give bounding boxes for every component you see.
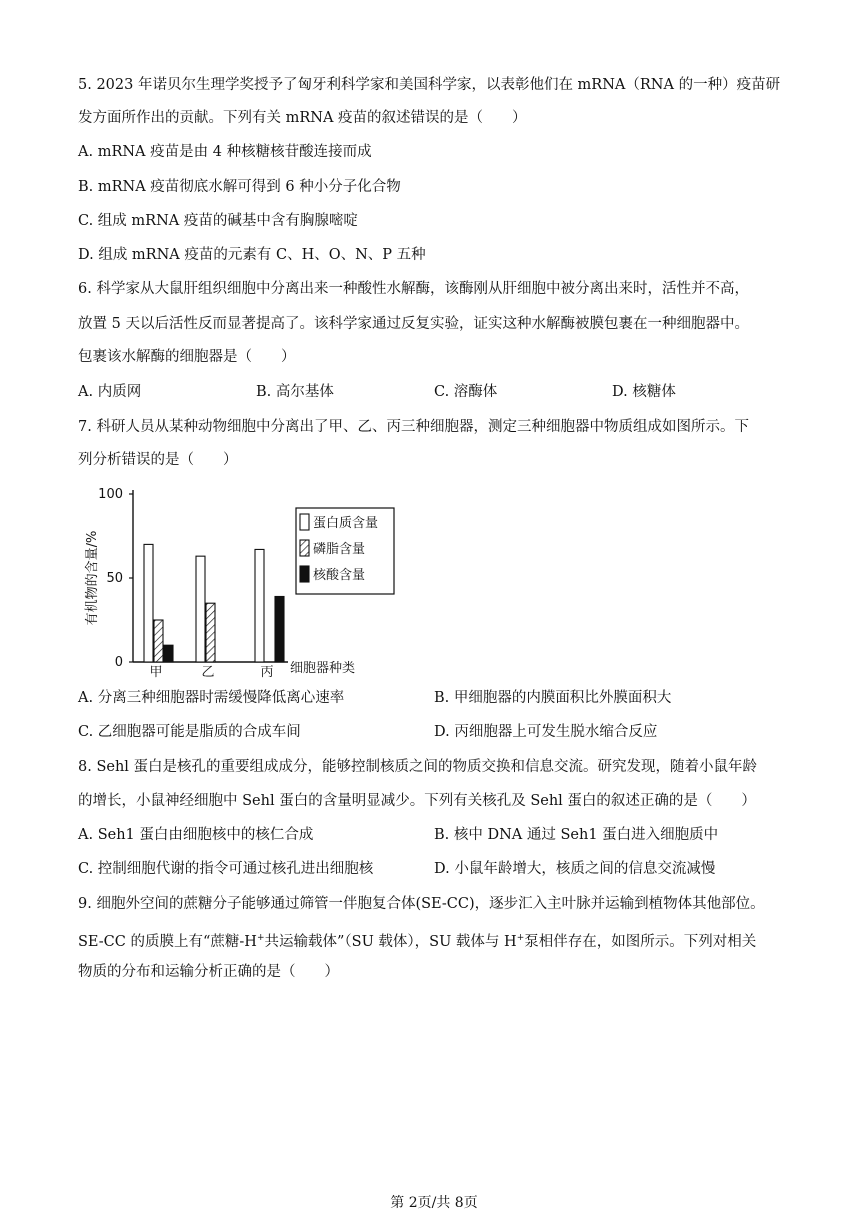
chart-svg	[78, 478, 408, 688]
legend-swatch	[300, 540, 309, 556]
q6-option-a: A. 内质网	[78, 384, 142, 400]
legend-label: 核酸含量	[313, 568, 366, 583]
x-tick-label: 丙	[260, 665, 274, 680]
y-axis-label: 有机物的含量/%	[85, 530, 100, 626]
q6-option-c: C. 溶酶体	[434, 384, 498, 400]
q9-stem-line3: 物质的分布和运输分析正确的是（ ）	[78, 964, 339, 980]
legend-swatch	[300, 514, 309, 530]
q8-option-a: A. Seh1 蛋白由细胞核中的核仁合成	[78, 827, 314, 843]
q7-option-c: C. 乙细胞器可能是脂质的合成车间	[78, 724, 301, 740]
q5-option-d: D. 组成 mRNA 疫苗的元素有 C、H、O、N、P 五种	[78, 247, 426, 263]
q5-stem-line2: 发方面所作出的贡献。下列有关 mRNA 疫苗的叙述错误的是（ ）	[78, 110, 527, 126]
legend-label: 蛋白质含量	[313, 516, 379, 531]
q5-option-c: C. 组成 mRNA 疫苗的碱基中含有胸腺嘧啶	[78, 213, 358, 229]
q5-stem-line1: 5. 2023 年诺贝尔生理学奖授予了匈牙利科学家和美国科学家，以表彰他们在 mRNA（RNA 的一种）疫苗研	[78, 77, 781, 93]
organelle-composition-chart	[78, 478, 408, 688]
q9-line2-part-b: 共运输载体”（SU 载体），SU 载体与 H	[264, 933, 517, 950]
q8-option-b: B. 核中 DNA 通过 Seh1 蛋白进入细胞质中	[434, 827, 719, 843]
bar-核酸含量	[275, 596, 284, 662]
q7-option-a: A. 分离三种细胞器时需缓慢降低离心速率	[78, 690, 345, 706]
q7-stem-line1: 7. 科研人员从某种动物细胞中分离出了甲、乙、丙三种细胞器，测定三种细胞器中物质组成如图所示。下	[78, 419, 749, 435]
bar-蛋白质含量	[196, 556, 205, 662]
q8-option-d: D. 小鼠年龄增大，核质之间的信息交流减慢	[434, 861, 716, 877]
bar-核酸含量	[164, 645, 173, 662]
x-tick-label: 甲	[149, 665, 163, 680]
x-axis-label: 细胞器种类	[290, 661, 356, 676]
q8-stem-line2: 的增长，小鼠神经细胞中 Sehl 蛋白的含量明显减少。下列有关核孔及 Sehl 蛋白的叙述正确的是（ ）	[78, 793, 756, 809]
q6-stem-line1: 6. 科学家从大鼠肝组织细胞中分离出来一种酸性水解酶，该酶刚从肝细胞中被分离出来时，活性并不高，	[78, 281, 749, 297]
q9-line2-sup1: +	[256, 933, 265, 943]
q9-stem-line2	[78, 928, 756, 952]
q9-line2-part-a: SE-CC 的质膜上有“蔗糖-H	[78, 933, 257, 950]
page-footer: 第 2页/共 8页	[390, 1195, 478, 1211]
y-tick-label: 0	[114, 655, 123, 670]
y-tick-label: 100	[98, 487, 123, 502]
y-tick-label: 50	[106, 571, 123, 586]
legend-swatch	[300, 566, 309, 582]
bar-磷脂含量	[154, 620, 163, 662]
q7-stem-line2: 列分析错误的是（ ）	[78, 452, 238, 468]
bar-磷脂含量	[206, 603, 215, 662]
q6-stem-line3: 包裹该水解酶的细胞器是（ ）	[78, 349, 296, 365]
q9-line2-part-c: 泵相伴存在，如图所示。下列对相关	[524, 933, 757, 950]
q6-option-d: D. 核糖体	[612, 384, 676, 400]
q7-option-b: B. 甲细胞器的内膜面积比外膜面积大	[434, 690, 672, 706]
x-tick-label: 乙	[201, 665, 215, 680]
bar-蛋白质含量	[255, 549, 264, 662]
q5-option-a: A. mRNA 疫苗是由 4 种核糖核苷酸连接而成	[78, 144, 372, 160]
q9-stem-line1: 9. 细胞外空间的蔗糖分子能够通过筛管一伴胞复合体(SE-CC)，逐步汇入主叶脉并运输到植物体其他部位。	[78, 896, 765, 912]
q7-option-d: D. 丙细胞器上可发生脱水缩合反应	[434, 724, 658, 740]
q9-line2-sup2: +	[516, 933, 525, 943]
bar-蛋白质含量	[144, 544, 153, 662]
q5-option-b: B. mRNA 疫苗彻底水解可得到 6 种小分子化合物	[78, 179, 401, 195]
q6-option-b: B. 高尔基体	[256, 384, 334, 400]
legend-label: 磷脂含量	[313, 542, 366, 557]
q8-stem-line1: 8. Sehl 蛋白是核孔的重要组成成分，能够控制核质之间的物质交换和信息交流。研究发现，随着小鼠年龄	[78, 759, 758, 775]
q8-option-c: C. 控制细胞代谢的指令可通过核孔进出细胞核	[78, 861, 374, 877]
q6-stem-line2: 放置 5 天以后活性反而显著提高了。该科学家通过反复实验，证实这种水解酶被膜包裹在一种细胞器中。	[78, 316, 749, 332]
